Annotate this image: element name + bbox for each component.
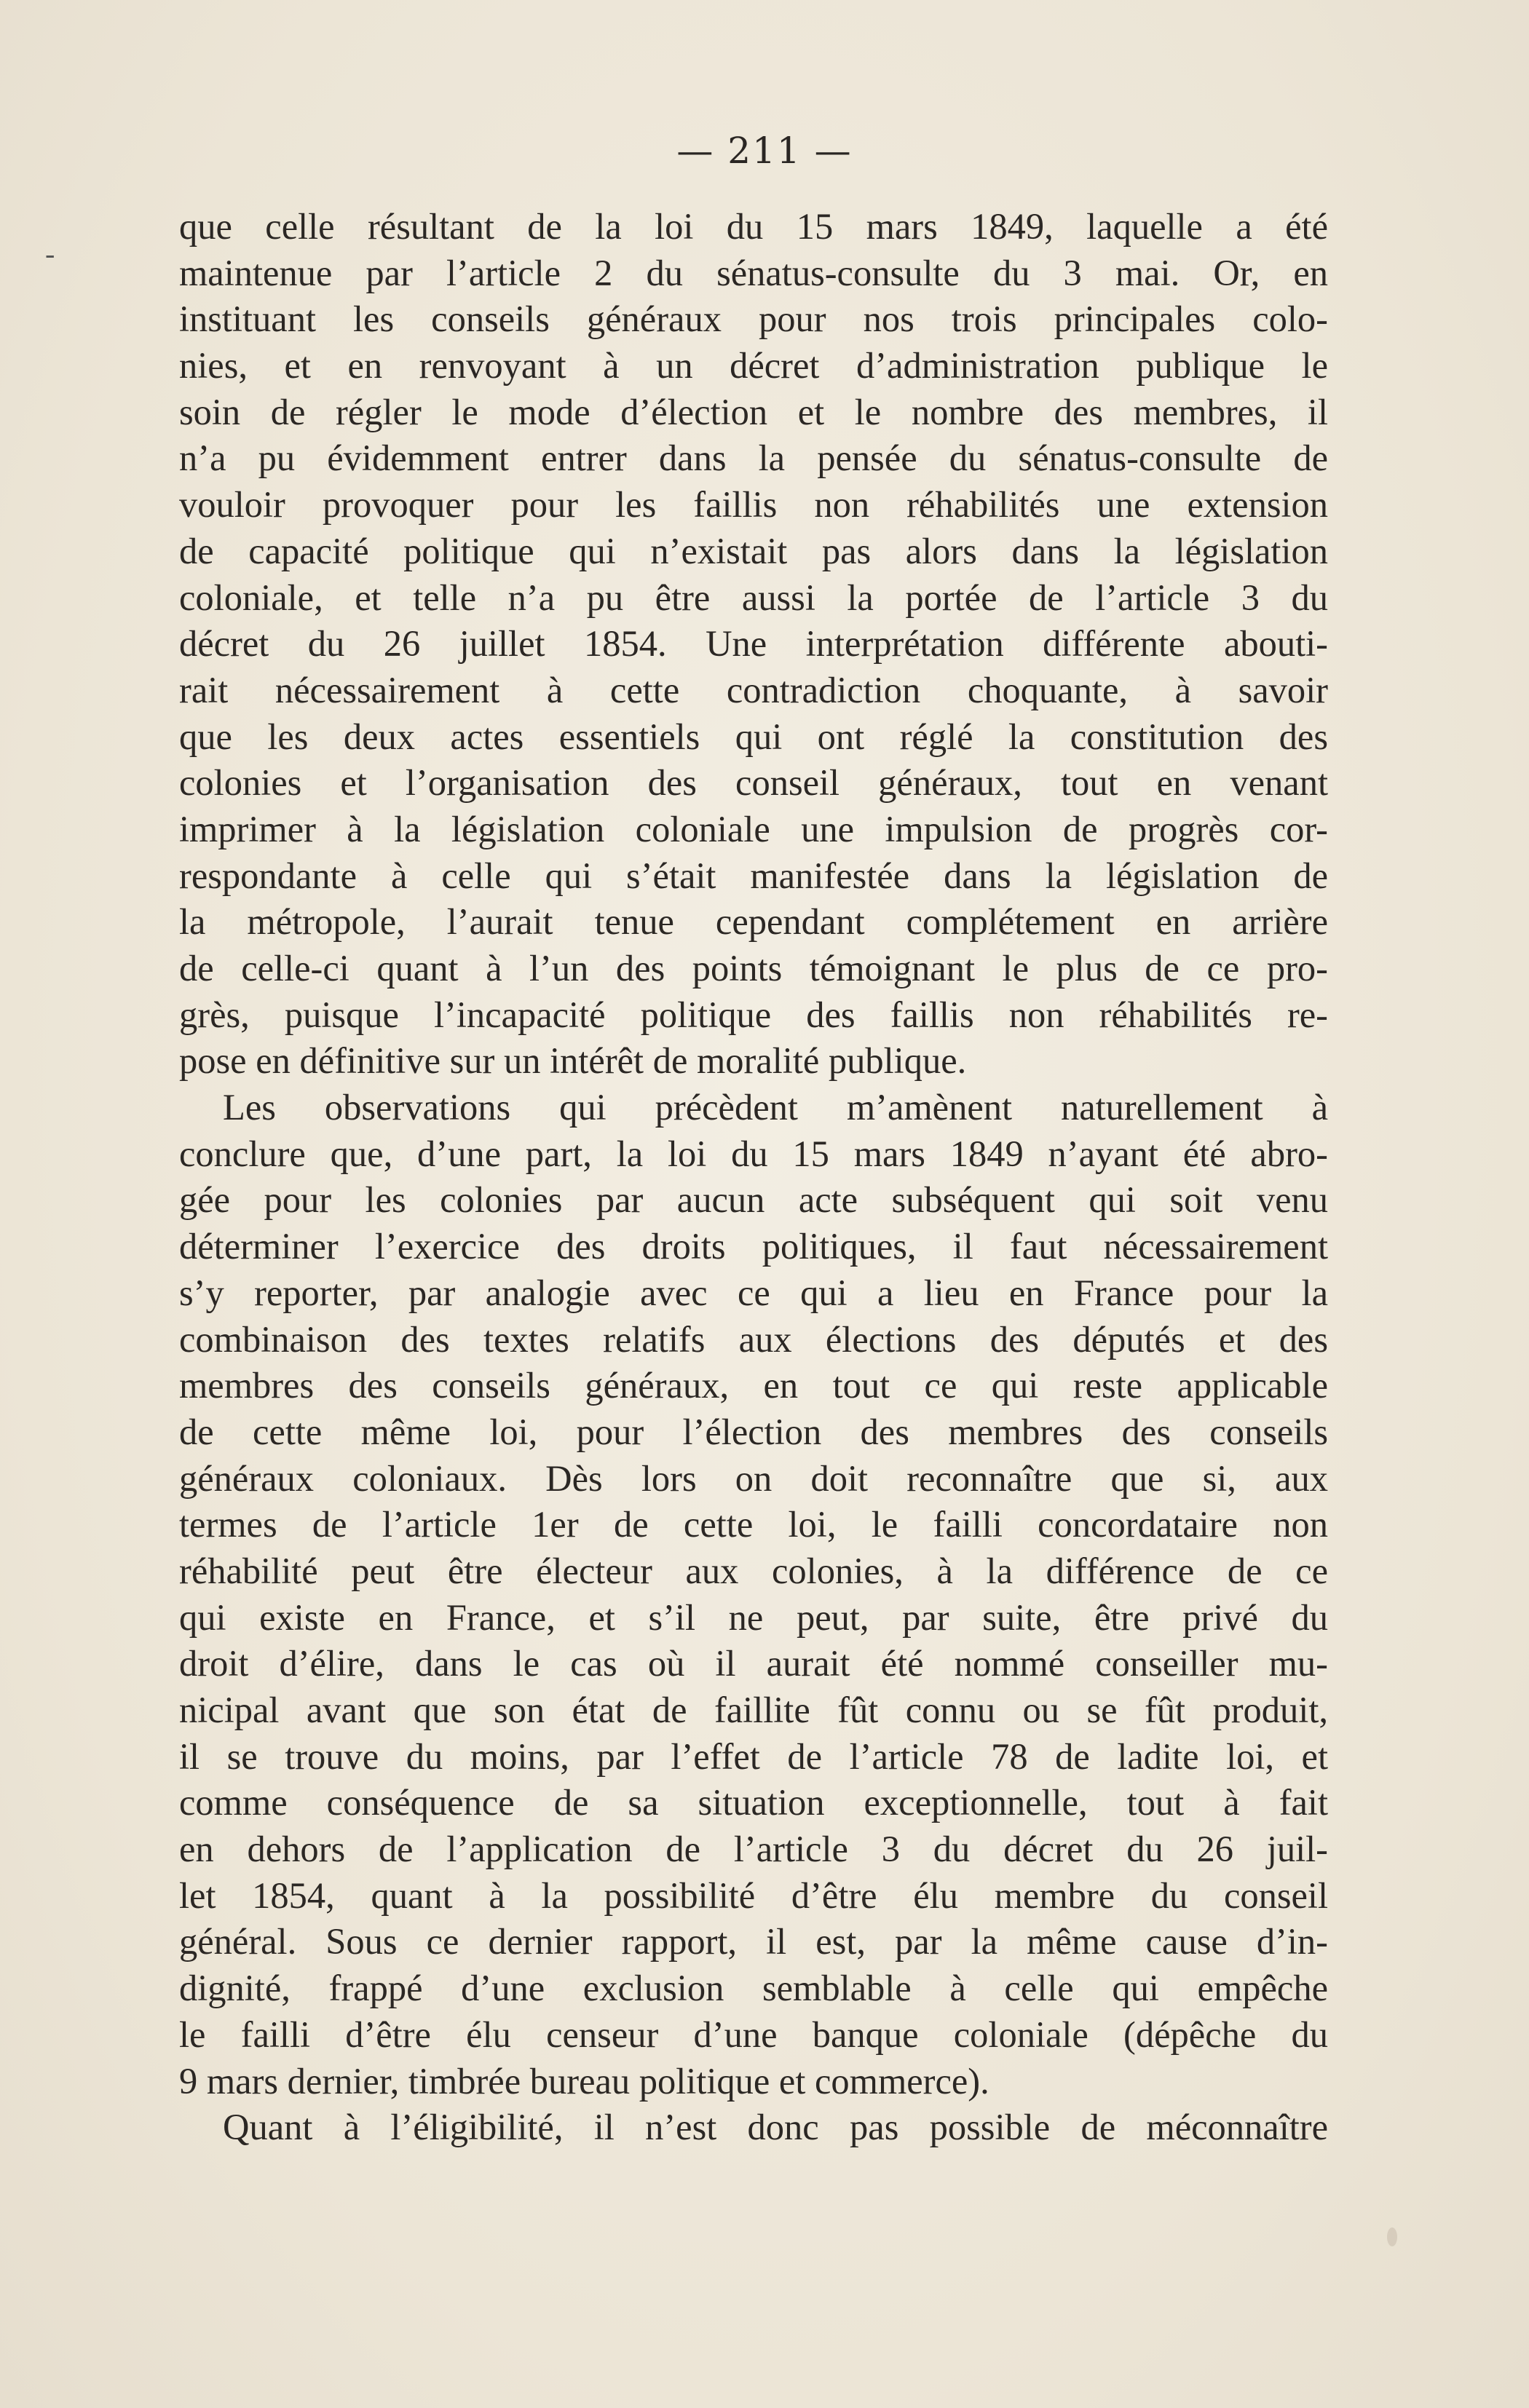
text-line: nicipal avant que son état de faillite fût connu ou se fût produit, xyxy=(179,1690,1328,1730)
paper-stain xyxy=(1387,2227,1397,2246)
text-line: comme conséquence de sa situation exceptionnelle, tout à fait xyxy=(179,1782,1328,1823)
text-line: n’a pu évidemment entrer dans la pensée du sénatus-consulte de xyxy=(179,437,1328,479)
text-line: nies, et en renvoyant à un décret d’administration publique le xyxy=(179,345,1328,387)
text-line: let 1854, quant à la possibilité d’être élu membre du conseil xyxy=(179,1874,1328,1916)
text-line: de capacité politique qui n’existait pas alors dans la législation xyxy=(179,530,1328,571)
text-line: grès, puisque l’incapacité politique des faillis non réhabilités re- xyxy=(179,994,1328,1035)
text-line: respondante à celle qui s’était manifestée dans la législation de xyxy=(179,855,1328,896)
text-line: termes de l’article 1er de cette loi, le failli concordataire non xyxy=(179,1504,1328,1545)
text-line: de celle-ci quant à l’un des points témoignant le plus de ce pro- xyxy=(179,948,1328,989)
body-text xyxy=(179,204,1328,2151)
text-line: droit d’élire, dans le cas où il aurait été nommé conseiller mu- xyxy=(179,1643,1328,1684)
text-line: combinaison des textes relatifs aux élections des députés et des xyxy=(179,1318,1328,1360)
text-line: en dehors de l’application de l’article 3 du décret du 26 juil- xyxy=(179,1829,1328,1870)
text-line: pose en définitive sur un intérêt de moralité publique. xyxy=(179,1040,967,1082)
text-line: décret du 26 juillet 1854. Une interprétation différente abouti- xyxy=(179,623,1328,665)
text-line: de cette même loi, pour l’élection des membres des conseils xyxy=(179,1411,1328,1452)
text-line: colonies et l’organisation des conseil généraux, tout en venant xyxy=(179,762,1328,804)
text-line: 9 mars dernier, timbrée bureau politique et commerce). xyxy=(179,2060,989,2102)
text-line: dignité, frappé d’une exclusion semblable à celle qui empêche xyxy=(179,1968,1328,2009)
text-line: maintenue par l’article 2 du sénatus-consulte du 3 mai. Or, en xyxy=(179,252,1328,293)
text-line: soin de régler le mode d’élection et le nombre des membres, il xyxy=(179,391,1328,432)
text-line: instituant les conseils généraux pour nos trois principales colo- xyxy=(179,298,1328,340)
text-line: vouloir provoquer pour les faillis non réhabilités une extension xyxy=(179,484,1328,526)
text-line: que les deux actes essentiels qui ont réglé la constitution des xyxy=(179,716,1328,757)
text-line: imprimer à la législation coloniale une impulsion de progrès cor- xyxy=(179,808,1328,849)
text-line: conclure que, d’une part, la loi du 15 mars 1849 n’ayant été abro- xyxy=(179,1133,1328,1174)
text-line: Quant à l’éligibilité, il n’est donc pas possible de méconnaître xyxy=(223,2107,1328,2148)
text-line: général. Sous ce dernier rapport, il est, par la même cause d’in- xyxy=(179,1921,1328,1963)
margin-mark: - xyxy=(45,237,55,270)
page-number-header: — 211 — xyxy=(676,130,853,172)
text-line: la métropole, l’aurait tenue cependant complétement en arrière xyxy=(179,901,1328,943)
text-line: généraux coloniaux. Dès lors on doit reconnaître que si, aux xyxy=(179,1457,1328,1499)
text-line: déterminer l’exercice des droits politiques, il faut nécessairement xyxy=(179,1226,1328,1267)
text-line: que celle résultant de la loi du 15 mars 1849, laquelle a été xyxy=(179,206,1328,247)
text-line: s’y reporter, par analogie avec ce qui a lieu en France pour la xyxy=(179,1272,1328,1313)
text-line: il se trouve du moins, par l’effet de l’article 78 de ladite loi, et xyxy=(179,1735,1328,1777)
text-line: rait nécessairement à cette contradiction choquante, à savoir xyxy=(179,669,1328,710)
text-line: membres des conseils généraux, en tout ce qui reste applicable xyxy=(179,1365,1328,1406)
text-line: Les observations qui précèdent m’amènent naturellement à xyxy=(223,1087,1328,1128)
text-line: le failli d’être élu censeur d’une banque coloniale (dépêche du xyxy=(179,2013,1328,2055)
text-line: qui existe en France, et s’il ne peut, par suite, être privé du xyxy=(179,1596,1328,1638)
text-line: gée pour les colonies par aucun acte subséquent qui soit venu xyxy=(179,1179,1328,1221)
text-line: coloniale, et telle n’a pu être aussi la portée de l’article 3 du xyxy=(179,577,1328,618)
text-line: réhabilité peut être électeur aux colonies, à la différence de ce xyxy=(179,1550,1328,1591)
